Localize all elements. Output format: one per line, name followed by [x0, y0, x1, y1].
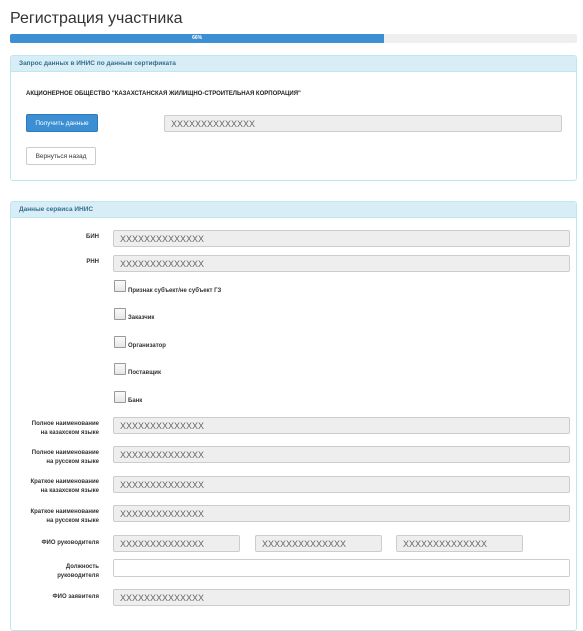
bank-checkbox[interactable] — [114, 391, 126, 403]
bin-field[interactable] — [113, 230, 570, 247]
position-label: Должность руководителя — [57, 564, 99, 579]
short-name-ru-label: Краткое наименование на русском языке — [30, 509, 99, 524]
progress-bar — [10, 34, 577, 43]
short-name-kz-field[interactable] — [113, 476, 570, 493]
back-button[interactable]: Вернуться назад — [26, 147, 96, 165]
applicant-fio-field[interactable] — [113, 589, 570, 606]
supplier-label: Поставщик — [128, 370, 161, 376]
supplier-checkbox[interactable] — [114, 363, 126, 375]
inis-panel — [10, 201, 577, 631]
subject-gz-checkbox[interactable] — [114, 280, 126, 292]
progress-fill: 66% — [10, 34, 384, 43]
get-data-button[interactable]: Получить данные — [26, 114, 98, 132]
cert-panel — [10, 55, 577, 181]
certificate-field[interactable] — [164, 115, 562, 132]
company-name: АКЦИОНЕРНОЕ ОБЩЕСТВО "КАЗАХСТАНСКАЯ ЖИЛИЩНО-СТРОИТЕЛЬНАЯ КОРПОРАЦИЯ" — [26, 91, 301, 97]
customer-label: Заказчик — [128, 315, 155, 321]
organizer-label: Организатор — [128, 343, 166, 349]
organizer-checkbox[interactable] — [114, 336, 126, 348]
short-name-kz-label: Краткое наименование на казахском языке — [30, 479, 99, 494]
bin-label: БИН — [86, 234, 99, 240]
head-first-name-field[interactable] — [255, 535, 382, 552]
head-middle-name-field[interactable] — [396, 535, 523, 552]
rnn-field[interactable] — [113, 255, 570, 272]
customer-checkbox[interactable] — [114, 308, 126, 320]
applicant-fio-label: ФИО заявителя — [52, 594, 99, 600]
short-name-ru-field[interactable] — [113, 505, 570, 522]
head-fio-label: ФИО руководителя — [41, 540, 99, 546]
full-name-kz-field[interactable] — [113, 417, 570, 434]
page-title: Регистрация участника — [10, 10, 183, 27]
head-last-name-field[interactable] — [113, 535, 240, 552]
full-name-ru-label: Полное наименование на русском языке — [31, 450, 99, 465]
full-name-ru-field[interactable] — [113, 446, 570, 463]
bank-label: Банк — [128, 398, 143, 404]
rnn-label: РНН — [86, 259, 99, 265]
position-field[interactable] — [113, 559, 570, 577]
subject-gz-label: Признак субъект/не субъект ГЗ — [128, 288, 222, 294]
full-name-kz-label: Полное наименование на казахском языке — [31, 421, 99, 436]
inis-panel-heading: Данные сервиса ИНИС — [11, 202, 576, 218]
cert-panel-heading: Запрос данных в ИНИС по данным сертификата — [11, 56, 576, 72]
